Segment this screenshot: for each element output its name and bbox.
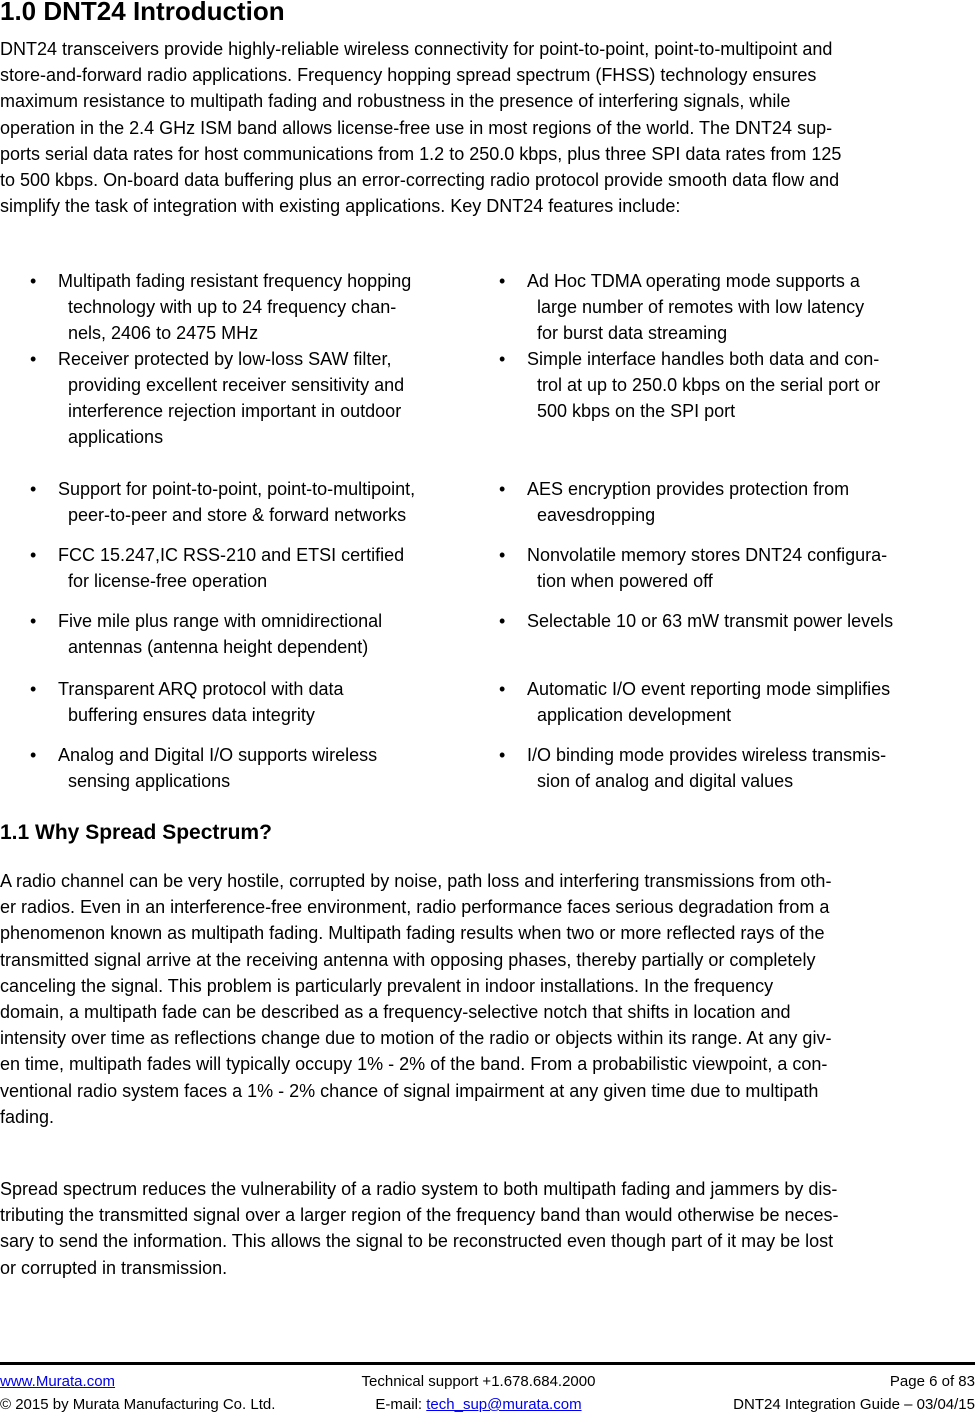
paragraph-line: ventional radio system faces a 1% - 2% chance of signal impairment at any given time due to multipath bbox=[0, 1080, 819, 1101]
feature-text-line: Selectable 10 or 63 mW transmit power levels bbox=[527, 611, 894, 631]
guide-version: DNT24 Integration Guide – 03/04/15 bbox=[733, 1396, 975, 1413]
feature-item bbox=[30, 476, 480, 528]
bullet-dot: • bbox=[30, 745, 37, 765]
paragraph-line: domain, a multipath fade can be described as a frequency-selective notch that shifts in location and bbox=[0, 1002, 791, 1023]
feature-item bbox=[499, 676, 949, 728]
feature-text-line: 500 kbps on the SPI port bbox=[537, 401, 736, 421]
email-label: E-mail: bbox=[375, 1396, 427, 1413]
bullet-dot: • bbox=[30, 479, 37, 499]
feature-item bbox=[30, 608, 480, 660]
feature-text-line: Five mile plus range with omnidirectional bbox=[58, 611, 383, 631]
website-link[interactable]: www.Murata.com bbox=[0, 1373, 116, 1390]
paragraph-line: maximum resistance to multipath fading and robustness in the presence of interfering signals, while bbox=[0, 91, 791, 112]
bullet-dot: • bbox=[30, 611, 37, 631]
bullet-dot: • bbox=[499, 611, 506, 631]
feature-text-line: FCC 15.247,IC RSS-210 and ETSI certified bbox=[58, 545, 405, 565]
feature-text-line: for burst data streaming bbox=[537, 323, 728, 343]
paragraph-line: phenomenon known as multipath fading. Multipath fading results when two or more reflected rays of the bbox=[0, 923, 825, 944]
feature-text-line: Ad Hoc TDMA operating mode supports a bbox=[527, 271, 860, 291]
spread-spectrum-paragraph-2 bbox=[0, 1176, 975, 1281]
feature-item bbox=[30, 268, 480, 346]
bullet-dot: • bbox=[499, 349, 506, 369]
section-title-introduction: 1.0 DNT24 Introduction bbox=[0, 0, 285, 26]
feature-text-line: Analog and Digital I/O supports wireless bbox=[58, 745, 378, 765]
page-number: Page 6 of 83 bbox=[889, 1373, 975, 1390]
feature-text-line: peer-to-peer and store & forward networks bbox=[68, 505, 407, 525]
feature-text-line: AES encryption provides protection from bbox=[527, 479, 850, 499]
feature-item bbox=[30, 346, 480, 450]
paragraph-line: or corrupted in transmission. bbox=[0, 1257, 228, 1278]
feature-text-line: applications bbox=[68, 427, 164, 447]
feature-text-line: nels, 2406 to 2475 MHz bbox=[68, 323, 259, 343]
feature-text-line: Receiver protected by low-loss SAW filter, bbox=[58, 349, 392, 369]
feature-text-line: trol at up to 250.0 kbps on the serial port or bbox=[537, 375, 881, 395]
feature-text-line: Support for point-to-point, point-to-multipoint, bbox=[58, 479, 416, 499]
feature-item bbox=[499, 742, 949, 794]
paragraph-line: fading. bbox=[0, 1106, 55, 1127]
paragraph-line: transmitted signal arrive at the receiving antenna with opposing phases, thereby partially or completely bbox=[0, 949, 816, 970]
section-title-spread-spectrum: 1.1 Why Spread Spectrum? bbox=[0, 821, 272, 844]
spread-spectrum-paragraph-1 bbox=[0, 868, 975, 1130]
feature-item bbox=[30, 742, 480, 794]
feature-text-line: application development bbox=[537, 705, 732, 725]
feature-text-line: sensing applications bbox=[68, 771, 231, 791]
feature-text-line: I/O binding mode provides wireless transmis- bbox=[527, 745, 887, 765]
paragraph-line: canceling the signal. This problem is particularly prevalent in indoor installations. In the frequency bbox=[0, 975, 774, 996]
paragraph-line: sary to send the information. This allows the signal to be reconstructed even though part of it may be lost bbox=[0, 1231, 834, 1252]
email-line bbox=[330, 1396, 627, 1413]
feature-item bbox=[499, 476, 949, 528]
paragraph-line: en time, multipath fades will typically occupy 1% - 2% of the band. From a probabilistic viewpoint, a con- bbox=[0, 1054, 828, 1075]
feature-item bbox=[30, 542, 480, 594]
paragraph-line: Spread spectrum reduces the vulnerability of a radio system to both multipath fading and jammers by dis- bbox=[0, 1179, 838, 1199]
feature-text-line: antennas (antenna height dependent) bbox=[68, 637, 369, 657]
feature-text-line: Transparent ARQ protocol with data bbox=[58, 679, 344, 699]
copyright-text: © 2015 by Murata Manufacturing Co. Ltd. bbox=[0, 1396, 276, 1413]
feature-text-line: sion of analog and digital values bbox=[537, 771, 794, 791]
paragraph-line: store-and-forward radio applications. Frequency hopping spread spectrum (FHSS) technology ensures bbox=[0, 65, 817, 86]
feature-text-line: technology with up to 24 frequency chan- bbox=[68, 297, 397, 317]
feature-text-line: buffering ensures data integrity bbox=[68, 705, 315, 725]
paragraph-line: tributing the transmitted signal over a larger region of the frequency band than would otherwise be neces- bbox=[0, 1205, 839, 1226]
feature-text-line: large number of remotes with low latency bbox=[537, 297, 865, 317]
bullet-dot: • bbox=[30, 545, 37, 565]
feature-item bbox=[499, 268, 949, 346]
paragraph-line: er radios. Even in an interference-free environment, radio performance faces serious degradation from a bbox=[0, 897, 830, 918]
feature-text-line: eavesdropping bbox=[537, 505, 656, 525]
bullet-dot: • bbox=[499, 545, 506, 565]
feature-text-line: Nonvolatile memory stores DNT24 configura- bbox=[527, 545, 888, 565]
bullet-dot: • bbox=[499, 679, 506, 699]
intro-paragraph bbox=[0, 36, 975, 219]
paragraph-line: simplify the task of integration with existing applications. Key DNT24 features include: bbox=[0, 196, 681, 217]
paragraph-line: ports serial data rates for host communications from 1.2 to 250.0 kbps, plus three SPI data rates from 125 bbox=[0, 143, 842, 164]
bullet-dot: • bbox=[30, 271, 37, 291]
paragraph-line: A radio channel can be very hostile, corrupted by noise, path loss and interfering transmissions from oth- bbox=[0, 871, 832, 891]
feature-item bbox=[499, 346, 949, 424]
bullet-dot: • bbox=[499, 271, 506, 291]
bullet-dot: • bbox=[30, 679, 37, 699]
bullet-dot: • bbox=[499, 745, 506, 765]
feature-text-line: interference rejection important in outdoor bbox=[68, 401, 402, 421]
paragraph-line: intensity over time as reflections change due to motion of the radio or objects within its range. At any giv- bbox=[0, 1028, 832, 1049]
feature-text-line: Simple interface handles both data and con- bbox=[527, 349, 880, 369]
feature-item bbox=[30, 676, 480, 728]
feature-text-line: tion when powered off bbox=[537, 571, 713, 591]
technical-support-text: Technical support +1.678.684.2000 bbox=[361, 1373, 596, 1390]
paragraph-line: to 500 kbps. On-board data buffering plus an error-correcting radio protocol provide smooth data flow and bbox=[0, 170, 840, 191]
paragraph-line: operation in the 2.4 GHz ISM band allows license-free use in most regions of the world. The DNT24 sup- bbox=[0, 117, 833, 138]
paragraph-line: DNT24 transceivers provide highly-reliable wireless connectivity for point-to-point, point-to-multipoint and bbox=[0, 39, 833, 59]
feature-text-line: providing excellent receiver sensitivity and bbox=[68, 375, 405, 395]
feature-text-line: Multipath fading resistant frequency hopping bbox=[58, 271, 412, 291]
support-email-link[interactable]: tech_sup@murata.com bbox=[426, 1396, 582, 1413]
feature-item bbox=[499, 542, 949, 594]
bullet-dot: • bbox=[30, 349, 37, 369]
bullet-dot: • bbox=[499, 479, 506, 499]
feature-text-line: for license-free operation bbox=[68, 571, 268, 591]
feature-text-line: Automatic I/O event reporting mode simplifies bbox=[527, 679, 891, 699]
footer-divider bbox=[0, 1362, 975, 1365]
